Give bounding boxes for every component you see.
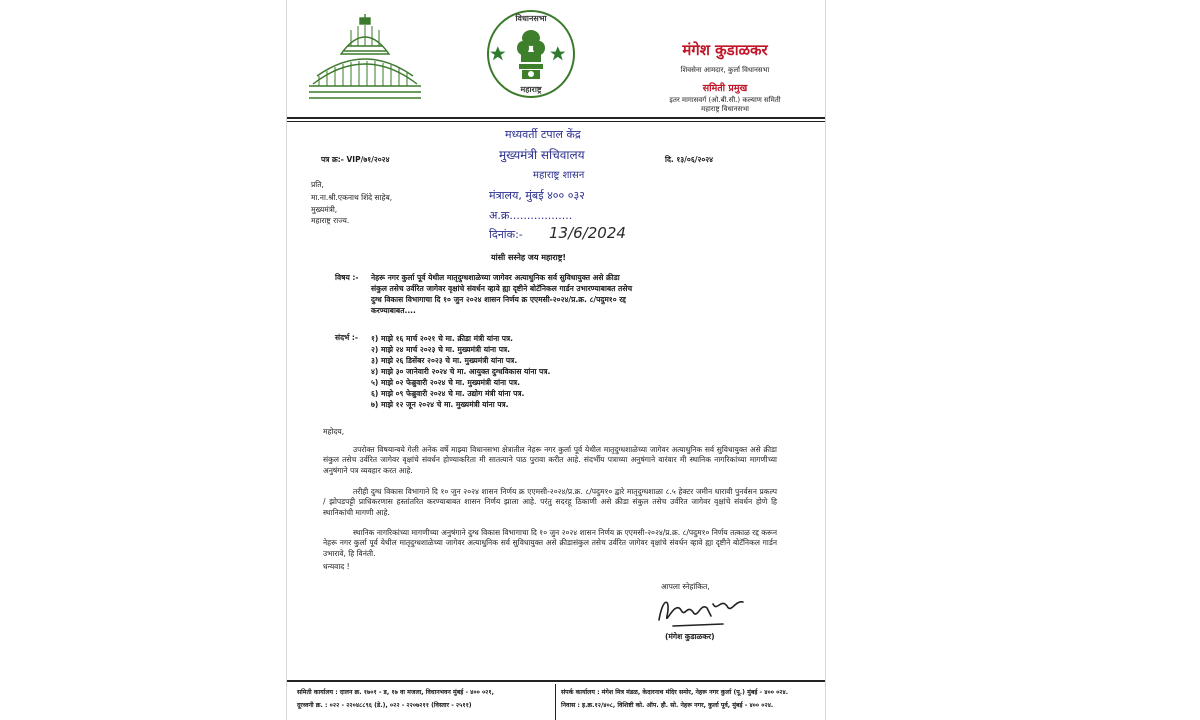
body-paragraph-1: उपरोक्त विषयान्वये गेली अनेक वर्षे माझ्या विधानसभा क्षेत्रातील नेहरू नगर कुर्ला पूर्व येथील मातृदुग्धशाळेच्या जागेवर अत्याधुनिक सर्व सुविधायुक्त असे क्रीडा संकुल तसेच उर्वरित जागेवर वृक्षांचे संवर्धन होण्याकरिता मी सातत्याने पाठ पुरावा करीत आहे. संदर्भीय पत्राच्या अनुषंगाने वारंवार मी स्थानिक नागरिकांच्या मागणीच्या अनुषंगाने पत्र व्यवहार करत आहे.	[323, 445, 777, 475]
to-designation: मुख्यमंत्री,	[311, 205, 338, 214]
mla-role: समिती प्रमुख	[702, 83, 748, 94]
signatory-name: (मंगेश कुडाळकर)	[665, 632, 715, 641]
stamp-line-4: मंत्रालय, मुंबई ४०० ०३२	[489, 189, 585, 202]
mla-committee-line-1: इतर मागासवर्ग (ओ.बी.सी.) कल्याण समिती	[669, 96, 781, 104]
ref-item-7: ७) माझे १२ जून २०२४ चे मा. मुख्यमंत्री यांना पत्र.	[371, 400, 509, 409]
footer-right-line-1: संपर्क कार्यालय : मंगेश मित्र मंडळ, केदारनाथ मंदिर समोर, नेहरू नगर कुर्ला (पू.) मुंबई - ४०० ०२४.	[561, 689, 789, 696]
ref-item-3: ३) माझे २६ डिसेंबर २०२३ चे मा. मुख्यमंत्री यांना पत्र.	[371, 356, 518, 365]
subject-line-4: करण्याबाबत....	[371, 306, 416, 315]
footer-right-line-2: निवास : इ.क्र.१२/४०८, विशिष्टी को. ऑप. हौ. सो. नेहरू नगर, कुर्ला पूर्व, मुंबई - ४०० ०२४.	[561, 702, 774, 709]
header-rule	[287, 117, 825, 119]
refs-label: संदर्भ :-	[335, 333, 359, 342]
stamp-line-5: अ.क्र..................	[489, 209, 573, 222]
seal-bottom-text: महाराष्ट्र	[520, 85, 542, 94]
footer-divider	[555, 684, 556, 720]
seal-top-text: विधानसभा	[515, 14, 547, 23]
to-label: प्रति,	[311, 180, 324, 189]
body-paragraph-3: स्थानिक नागरिकांच्या मागणीच्या अनुषंगाने दुग्ध विकास विभागाचा दि १० जुन २०२४ शासन निर्णय क्र एएमसी-२०२४/प्र.क्र. ८/पदुम१० निर्णय तत्काळ रद्द करून नेहरू नगर कुर्ला पूर्व येथील मातृदुग्धशाळेच्या जागेवर अत्याधुनिक सर्व सुविधायुक्त असे क्रीडासंकुल तसेच उर्वरित जागेवर वृक्षांचे संवर्धन व्हावे ह्या दृष्टीने बोटॅनिकल गार्डन उभारावे, हि विनंती.	[323, 528, 777, 558]
letter-ref-no: पत्र क्र:- VIP/७१/२०२४	[321, 155, 390, 164]
vidhansabha-seal	[485, 8, 577, 100]
ref-item-5: ५) माझे ०२ फेब्रुवारी २०२४ चे मा. मुख्यमंत्री यांना पत्र.	[371, 378, 520, 387]
subject-label: विषय :-	[335, 273, 359, 282]
stamp-line-6: दिनांक:-	[489, 228, 523, 241]
mla-name: मंगेश कुडाळकर	[682, 41, 768, 59]
to-name: मा.ना.श्री.एकनाथ शिंदे साहेब,	[311, 193, 393, 202]
vidhan-bhavan-logo	[305, 14, 425, 104]
ref-item-2: २) माझे २४ मार्च २०२३ चे मा. मुख्यमंत्री यांना पत्र.	[371, 345, 510, 354]
closing: आपला स्नेहांकित,	[661, 582, 710, 591]
stamp-line-3: महाराष्ट्र शासन	[533, 170, 585, 181]
footer-left-line-1: समिती कार्यालय : दालन क्र. १७०१ - ड, १७ वा मजला, विधानभवन मुंबई - ४०० ०२१,	[297, 689, 494, 696]
mla-party-line: शिवसेना आमदार, कुर्ला विधानसभा	[680, 66, 770, 74]
subject-line-1: नेहरू नगर कुर्ला पूर्व येथील मातृदुग्धशाळेच्या जागेवर अत्याधुनिक सर्व सुविधायुक्त असे क्रीडा	[371, 273, 620, 282]
ref-item-4: ४) माझे ३० जानेवारी २०२४ चे मा. आयुक्त दुग्धविकास यांना पत्र.	[371, 367, 551, 376]
subject-line-3: दुग्ध विकास विभागाचा दि १० जुन २०२४ शासन निर्णय क्र एएमसी-२०२४/प्र.क्र. ८/पदुम१० रद्द	[371, 295, 626, 304]
stamp-line-2: मुख्यमंत्री सचिवालय	[499, 148, 585, 162]
footer-left-line-2: दूरध्वनी क्र. : ०२२ - २२०४८८९६ (डे.), ०२२ - २२०७२११ (विस्तार - २५११)	[297, 702, 472, 709]
stamp-line-1: मध्यवर्ती टपाल केंद्र	[505, 128, 581, 141]
ref-item-1: १) माझे १६ मार्च २०२१ चे मा. क्रीडा मंत्री यांना पत्र.	[371, 334, 514, 343]
letter-date: दि. १३/०६/२०२४	[665, 155, 714, 164]
greeting: यांसी सस्नेह जय महाराष्ट्र!	[491, 253, 567, 262]
signature-icon	[653, 590, 753, 634]
salutation: महोदय,	[323, 427, 345, 436]
thanks: धन्यवाद !	[323, 562, 350, 571]
mla-committee-line-2: महाराष्ट्र विधानसभा	[701, 105, 749, 113]
body-paragraph-2: तरीही दुग्ध विकास विभागाने दि १० जुन २०२४ शासन निर्णय क्र एएमसी-२०२४/प्र.क्र. ८/पदुम१० द्वारे मातृदुग्धशाळा ८.५ हेक्टर जमीन धारावी पुनर्वसन प्रकल्प / झोपडपट्टी प्राधिकरणास हस्तांतरित करण्याबाबत शासन निर्णय झाला आहे. परंतु सदरहू ठिकाणी असे क्रीडा संकुल तसेच उर्वरित जागेवर वृक्षांचे संवर्धन होणे हि स्थानिकांची मागणी आहे.	[323, 487, 777, 517]
stamp-handwritten-date: 13/6/2024	[549, 224, 626, 242]
letter-page	[286, 0, 826, 720]
header-rule-thin	[287, 121, 825, 122]
footer-rule	[287, 680, 825, 682]
ref-item-6: ६) माझे ०९ फेब्रुवारी २०२४ चे मा. उद्योग मंत्री यांना पत्र.	[371, 389, 525, 398]
to-state: महाराष्ट्र राज्य.	[311, 216, 350, 225]
subject-line-2: संकुल तसेच उर्वरित जागेवर वृक्षांचे संवर्धन व्हावे ह्या दृष्टीने बोटॅनिकल गार्डन उभारण्याबाबत तसेच	[371, 284, 633, 293]
